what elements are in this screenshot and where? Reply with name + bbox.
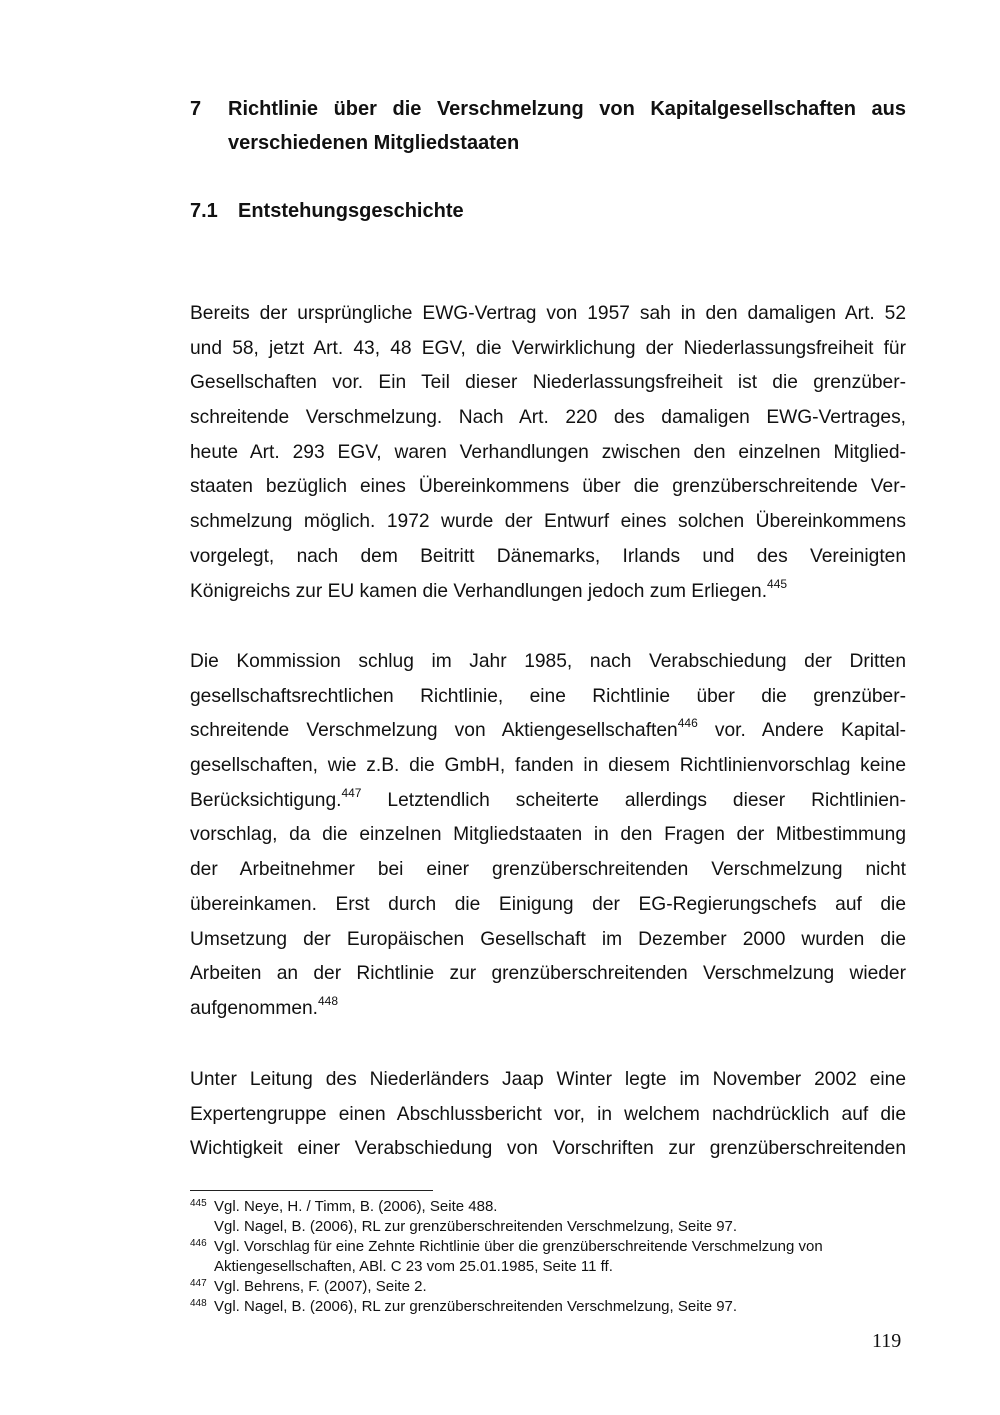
text-line: gesellschaftsrechtlichen Richtlinie, eine Richtlinie über die grenzüber- [190, 685, 906, 707]
text-line: vorschlag, da die einzelnen Mitgliedstaaten in den Fragen der Mitbestimmung [190, 824, 906, 846]
footnote-ref[interactable]: 448 [318, 993, 339, 1008]
text-line [190, 714, 906, 749]
text-line: heute Art. 293 EGV, waren Verhandlungen zwischen den einzelnen Mitglied- [190, 441, 906, 463]
text-line: Bereits der ursprüngliche EWG-Vertrag von 1957 sah in den damaligen Art. 52 [190, 303, 906, 324]
footnote-446: 446 Vgl. Vorschlag für eine Zehnte Richtlinie über die grenzüberschreitende Verschmelzung von [190, 1238, 823, 1255]
text-segment: Berücksichtigung. [190, 789, 342, 811]
paragraph-3 [190, 1063, 906, 1167]
footnote-text: Vgl. Vorschlag für eine Zehnte Richtlinie über die grenzüberschreitende Verschmelzung von [214, 1238, 823, 1255]
text-segment: Letztendlich scheiterte allerdings dieser Richtlinien- [361, 789, 906, 811]
text-line: gesellschaften, wie z.B. die GmbH, fanden in diesem Richtlinienvorschlag keine [190, 755, 906, 777]
footnote-text: Vgl. Nagel, B. (2006), RL zur grenzüberschreitenden Verschmelzung, Seite 97. [214, 1218, 738, 1235]
section-heading [190, 197, 464, 225]
footnotes [190, 1197, 920, 1317]
footnote-text: Vgl. Behrens, F. (2007), Seite 2. [214, 1278, 427, 1295]
footnote-445: 445 Vgl. Neye, H. / Timm, B. (2006), Seite 488. [190, 1198, 498, 1215]
footnote-text: Vgl. Neye, H. / Timm, B. (2006), Seite 488. [214, 1198, 498, 1215]
text-line [190, 784, 906, 819]
footnote-446-cont [190, 1257, 920, 1277]
text-line: übereinkamen. Erst durch die Einigung der EG-Regierungschefs auf die [190, 893, 906, 915]
text-line: schmelzung möglich. 1972 wurde der Entwurf eines solchen Übereinkommens [190, 511, 906, 533]
text-line: Expertengruppe einen Abschlussbericht vor, in welchem nachdrücklich auf die [190, 1103, 906, 1125]
chapter-number: 7 [190, 98, 202, 120]
text-line: Die Kommission schlug im Jahr 1985, nach Verabschiedung der Dritten [190, 651, 906, 672]
footnote-ref[interactable]: 447 [341, 785, 362, 800]
text-segment: vor. Andere Kapital- [697, 720, 907, 742]
text-line: und 58, jetzt Art. 43, 48 EGV, die Verwirklichung der Niederlassungsfreiheit für [190, 337, 906, 359]
text-line: Unter Leitung des Niederländers Jaap Winter legte im November 2002 eine [190, 1069, 906, 1090]
text-line: Gesellschaften vor. Ein Teil dieser Niederlassungsfreiheit ist die grenzüber- [190, 372, 906, 394]
text-line: staaten bezüglich eines Übereinkommens über die grenzüberschreitende Ver- [190, 476, 906, 498]
paragraph-1 [190, 297, 906, 609]
text-segment: aufgenommen. [190, 997, 318, 1019]
chapter-title: Richtlinie über die Verschmelzung von Kapitalgesellschaften aus verschiedenen Mitgliedstaaten [228, 98, 906, 154]
footnote-ref[interactable]: 446 [677, 716, 698, 731]
footnote-445-cont [190, 1217, 920, 1237]
chapter-heading [190, 92, 906, 160]
section-number: 7.1 [190, 200, 218, 222]
text-line: Wichtigkeit einer Verabschiedung von Vorschriften zur grenzüberschreitenden [190, 1138, 906, 1160]
text-line: Umsetzung der Europäischen Gesellschaft im Dezember 2000 wurden die [190, 928, 906, 950]
footnote-divider [190, 1190, 433, 1191]
page-number: 119 [872, 1330, 902, 1352]
text-line [190, 992, 906, 1027]
footnote-ref[interactable]: 445 [767, 576, 788, 591]
text-segment: schreitende Verschmelzung von Aktiengesellschaften [190, 720, 678, 742]
text-line: vorgelegt, nach dem Beitritt Dänemarks, Irlands und des Vereinigten [190, 545, 906, 567]
text-line: der Arbeitnehmer bei einer grenzüberschreitenden Verschmelzung nicht [190, 859, 906, 881]
text-segment: Königreichs zur EU kamen die Verhandlungen jedoch zum Erliegen. [190, 580, 768, 602]
footnote-text: Vgl. Nagel, B. (2006), RL zur grenzüberschreitenden Verschmelzung, Seite 97. [214, 1298, 738, 1315]
text-line: schreitende Verschmelzung. Nach Art. 220 des damaligen EWG-Vertrages, [190, 407, 906, 429]
footnote-text: Aktiengesellschaften, ABl. C 23 vom 25.01.1985, Seite 11 ff. [214, 1258, 613, 1275]
section-title: Entstehungsgeschichte [238, 200, 464, 222]
paragraph-2 [190, 645, 906, 1027]
footnote-447: 447 Vgl. Behrens, F. (2007), Seite 2. [190, 1278, 427, 1295]
text-line: Arbeiten an der Richtlinie zur grenzüberschreitenden Verschmelzung wieder [190, 963, 906, 985]
text-line [190, 575, 906, 610]
footnote-448: 448 Vgl. Nagel, B. (2006), RL zur grenzüberschreitenden Verschmelzung, Seite 97. [190, 1298, 738, 1315]
